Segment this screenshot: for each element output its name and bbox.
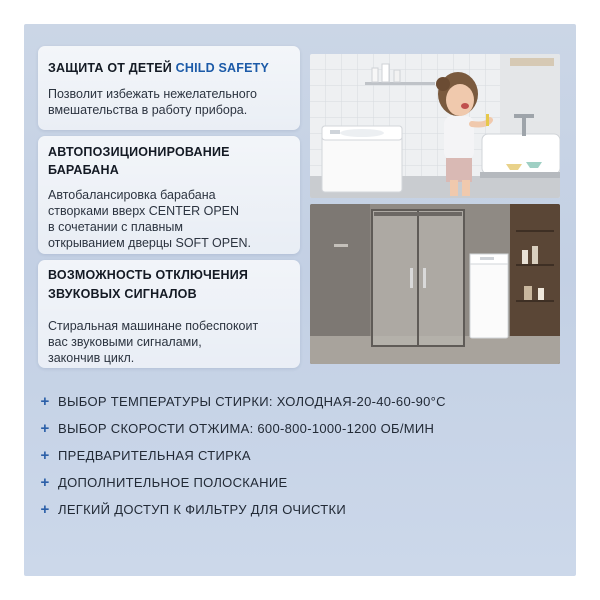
drum-text-line: в сочетании с плавным (48, 220, 183, 234)
list-item (38, 496, 568, 523)
sound-off-description (48, 318, 290, 366)
list-item (38, 415, 568, 442)
feature-text: ВЫБОР ТЕМПЕРАТУРЫ СТИРКИ: ХОЛОДНАЯ-20-40-60-90°С (58, 394, 446, 409)
plus-icon: + (40, 420, 50, 437)
drum-positioning-title (48, 143, 290, 179)
child-safety-card (38, 46, 300, 130)
drum-positioning-title-line1: АВТОПОЗИЦИОНИРОВАНИЕ (48, 145, 230, 159)
drum-positioning-description (48, 187, 290, 251)
list-item (38, 388, 568, 415)
plus-icon: + (40, 474, 50, 491)
feature-text: ДОПОЛНИТЕЛЬНОЕ ПОЛОСКАНИЕ (58, 475, 288, 490)
feature-text: ВЫБОР СКОРОСТИ ОТЖИМА: 600-800-1000-1200 ОБ/МИН (58, 421, 435, 436)
drum-text-line: открыванием дверцы SOFT OPEN. (48, 236, 251, 250)
plus-icon: + (40, 501, 50, 518)
plus-icon: + (40, 447, 50, 464)
feature-list (38, 388, 568, 523)
drum-text-line: створками вверх CENTER OPEN (48, 204, 240, 218)
sound-off-card (38, 260, 300, 368)
list-item (38, 442, 568, 469)
child-safety-title (48, 59, 290, 77)
child-bathroom-photo (310, 54, 560, 198)
feature-panel (24, 24, 576, 576)
list-item (38, 469, 568, 496)
sound-text-line: Стиральная машинане побеспокоит (48, 319, 259, 333)
child-safety-description: Позволит избежать нежелательного вмешательства в работу прибора. (48, 87, 257, 117)
sound-off-title-line1: ВОЗМОЖНОСТЬ ОТКЛЮЧЕНИЯ (48, 268, 249, 282)
sound-text-line: вас звуковыми сигналами, (48, 335, 202, 349)
drum-positioning-title-line2: БАРАБАНА (48, 163, 119, 177)
feature-text: ПРЕДВАРИТЕЛЬНАЯ СТИРКА (58, 448, 251, 463)
child-safety-title-text: ЗАЩИТА ОТ ДЕТЕЙ (48, 61, 176, 75)
plus-icon: + (40, 393, 50, 410)
sound-off-title-line2: ЗВУКОВЫХ СИГНАЛОВ (48, 287, 197, 301)
shower-room-photo (310, 204, 560, 364)
feature-text: ЛЕГКИЙ ДОСТУП К ФИЛЬТРУ ДЛЯ ОЧИСТКИ (58, 502, 346, 517)
drum-positioning-card (38, 136, 300, 254)
sound-off-title (48, 266, 290, 304)
drum-text-line: Автобалансировка барабана (48, 188, 216, 202)
sound-text-line: закончив цикл. (48, 351, 135, 365)
child-safety-title-accent: CHILD SAFETY (175, 61, 270, 75)
